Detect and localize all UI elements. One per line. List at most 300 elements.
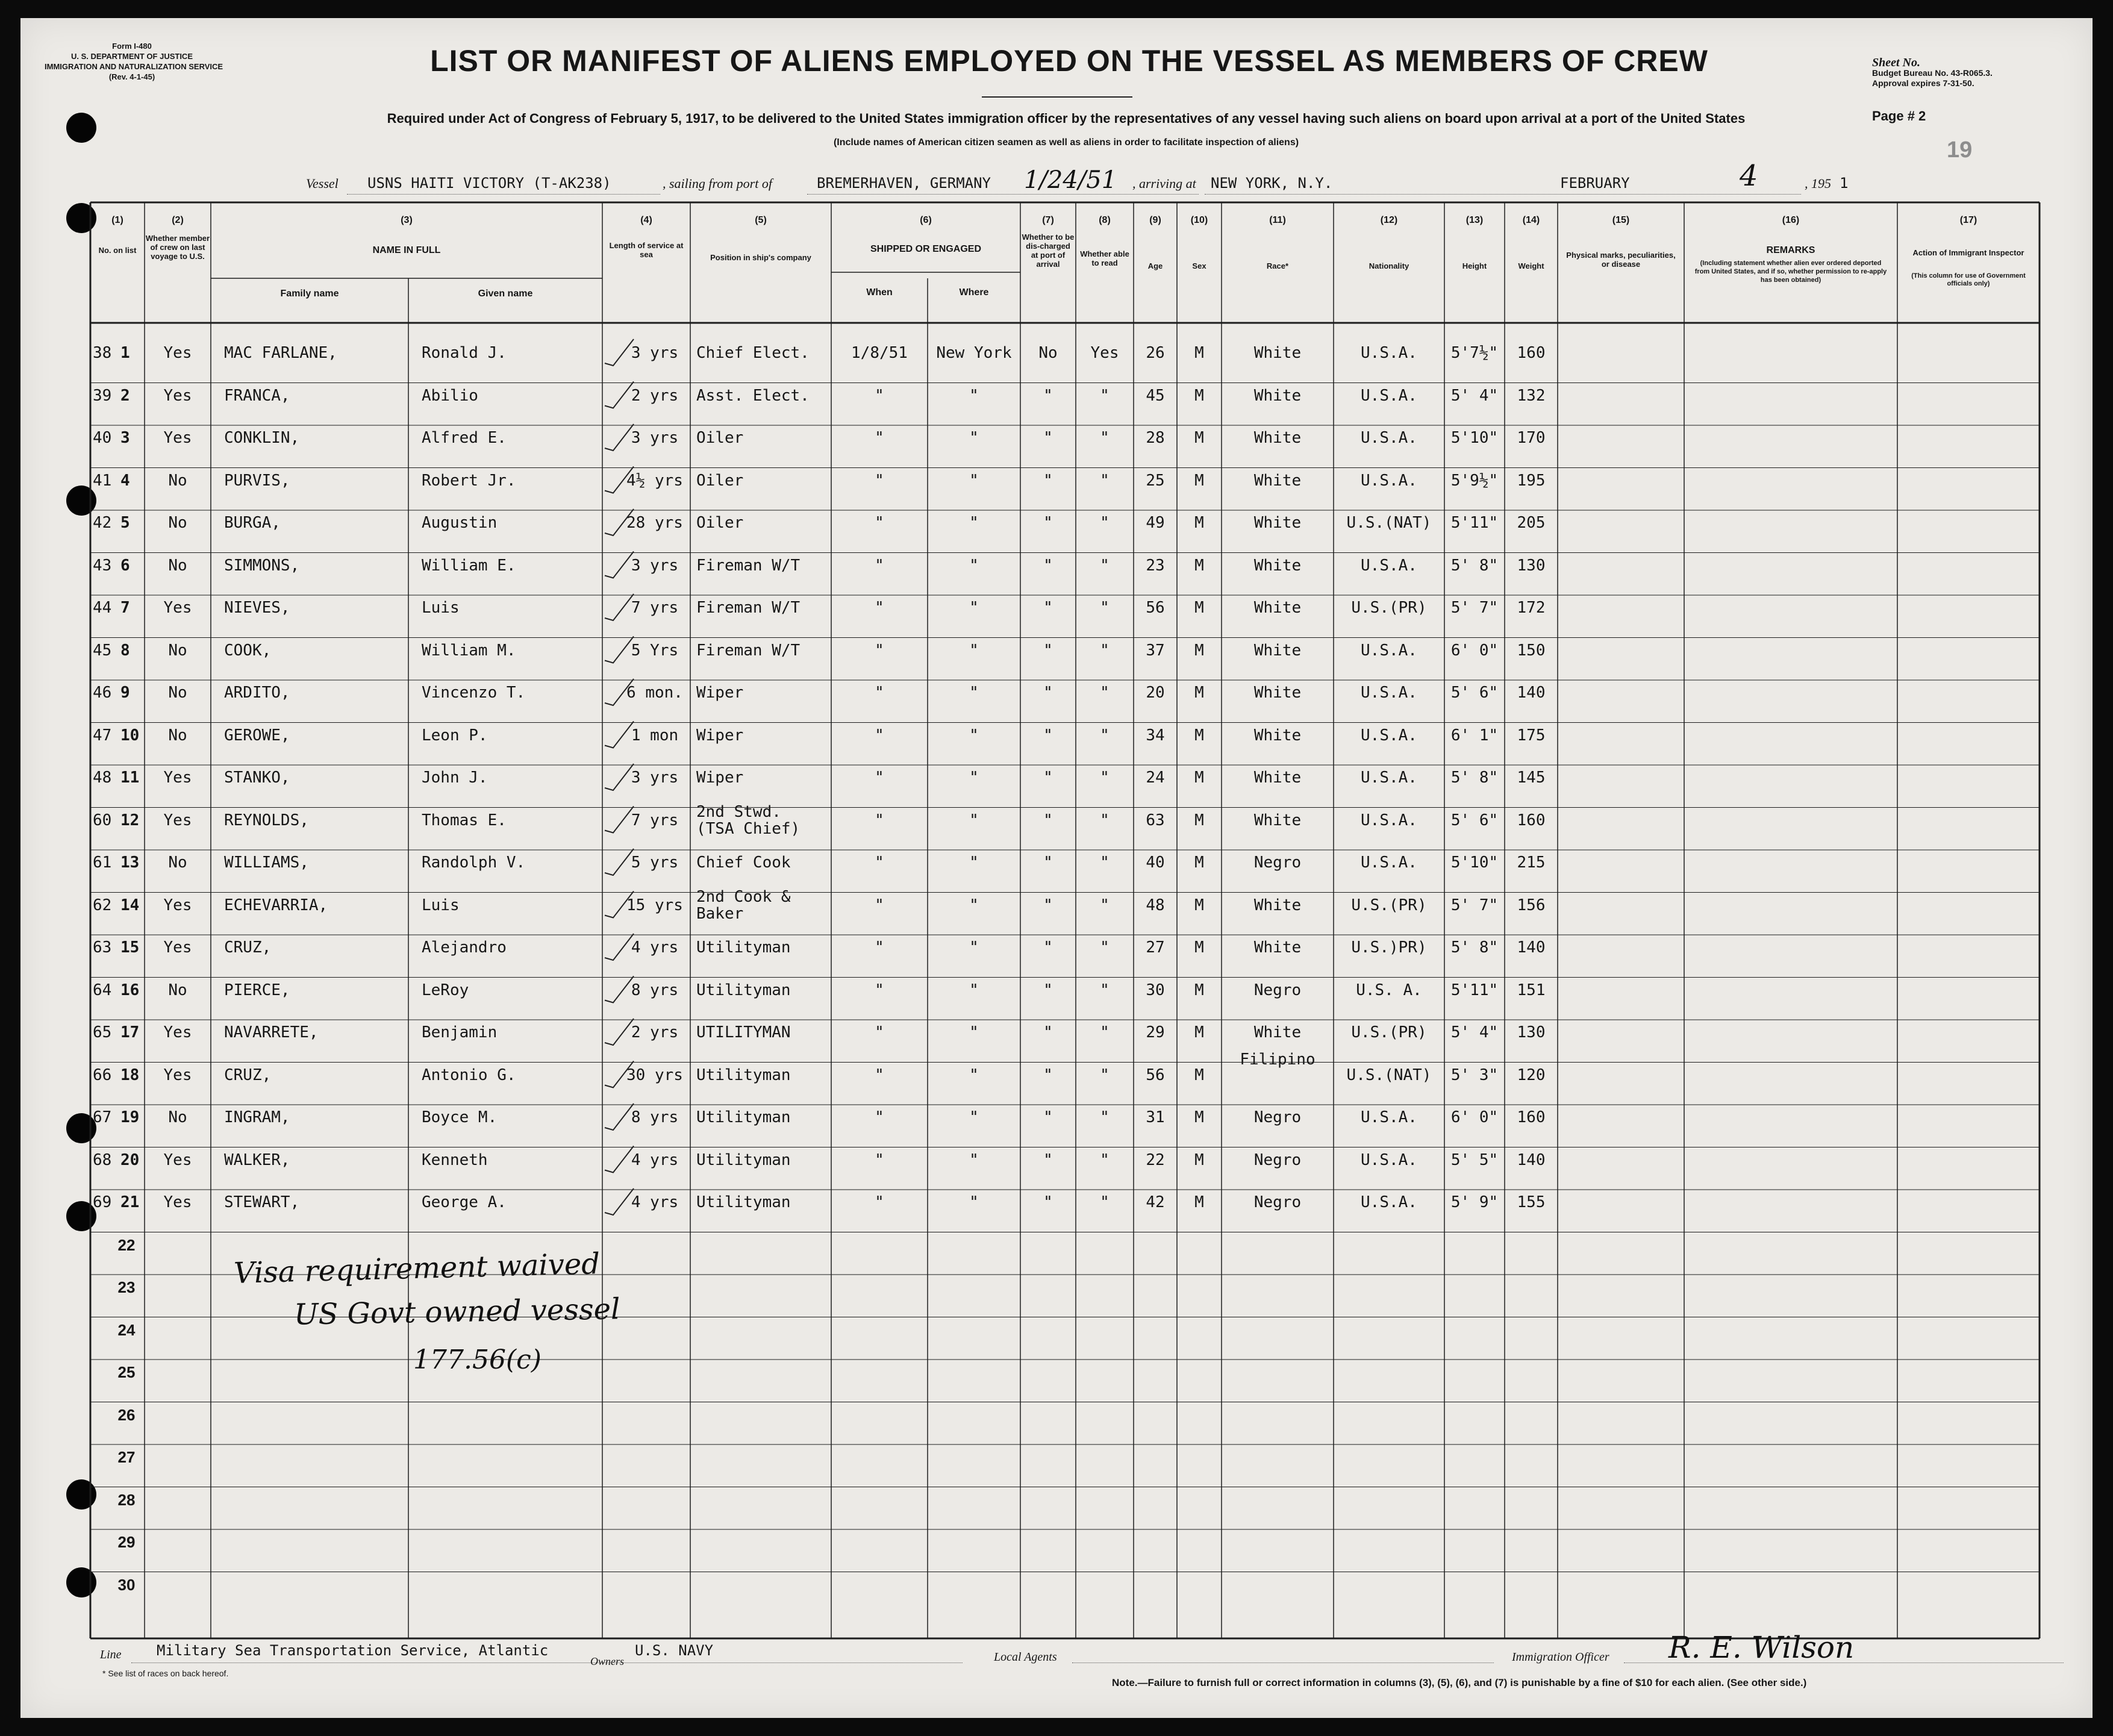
blank-line-number: 24 bbox=[117, 1320, 136, 1339]
able-to-read: " bbox=[1100, 981, 1110, 999]
nationality: U.S.A. bbox=[1361, 726, 1417, 745]
race: White bbox=[1253, 556, 1302, 575]
able-to-read: " bbox=[1100, 896, 1110, 914]
shipped-when: " bbox=[875, 556, 884, 575]
nationality: U.S.A. bbox=[1361, 811, 1417, 829]
list-number: 39 bbox=[93, 386, 112, 405]
year-suffix: 1 bbox=[1840, 175, 1849, 192]
discharged: No bbox=[1038, 344, 1058, 362]
shipped-when: " bbox=[875, 981, 884, 999]
shipped-where: " bbox=[969, 471, 979, 490]
height: 5' 4" bbox=[1450, 1023, 1499, 1041]
family-name: BURGA, bbox=[224, 514, 281, 532]
shipped-when: " bbox=[875, 1108, 884, 1126]
given-name: Boyce M. bbox=[422, 1108, 498, 1126]
note-text: —Failure to furnish full or correct information in columns (3), (5), (6), and (7) is punishable by a fine of $10 for each alien. (See other side.) bbox=[1137, 1677, 1807, 1688]
able-to-read: " bbox=[1100, 471, 1110, 490]
family-name: CRUZ, bbox=[224, 1066, 272, 1084]
last-voyage: Yes bbox=[163, 811, 192, 829]
weight: 120 bbox=[1517, 1066, 1546, 1084]
weight: 205 bbox=[1517, 514, 1546, 532]
age: 40 bbox=[1146, 854, 1165, 872]
col-header-name: NAME IN FULL bbox=[372, 245, 441, 255]
last-voyage: No bbox=[168, 556, 187, 575]
weight: 160 bbox=[1517, 811, 1546, 829]
given-name: William M. bbox=[422, 641, 516, 660]
family-name: STANKO, bbox=[224, 769, 290, 787]
shipped-where: " bbox=[969, 514, 979, 532]
height: 5'7½" bbox=[1450, 344, 1499, 362]
line-number: 14 bbox=[120, 896, 140, 914]
blank-line-number: 23 bbox=[117, 1278, 136, 1296]
line-number: 18 bbox=[120, 1066, 140, 1084]
nationality: U.S.A. bbox=[1361, 1151, 1417, 1169]
length-of-service: 15 yrs bbox=[626, 896, 683, 914]
col-num-8: (8) bbox=[1099, 215, 1111, 225]
shipped-when: " bbox=[875, 599, 884, 617]
age: 23 bbox=[1146, 556, 1165, 575]
weight: 175 bbox=[1517, 726, 1546, 745]
race: White bbox=[1253, 938, 1302, 957]
able-to-read: " bbox=[1100, 1193, 1110, 1211]
discharged: " bbox=[1043, 811, 1053, 829]
list-number: 69 bbox=[93, 1193, 112, 1211]
list-number: 63 bbox=[93, 938, 112, 957]
line-number: 17 bbox=[120, 1023, 140, 1041]
nationality: U.S.A. bbox=[1361, 344, 1417, 362]
nationality: U.S.(NAT) bbox=[1346, 514, 1432, 532]
col-header-nationality: Nationality bbox=[1369, 261, 1409, 270]
last-voyage: No bbox=[168, 471, 187, 490]
col-num-16: (16) bbox=[1782, 215, 1800, 225]
given-name: Vincenzo T. bbox=[422, 684, 526, 702]
position: Oiler bbox=[696, 429, 744, 447]
shipped-when: " bbox=[875, 684, 884, 702]
nationality: U.S.A. bbox=[1361, 386, 1417, 405]
length-of-service: 3 yrs bbox=[631, 556, 679, 575]
given-name: Leon P. bbox=[422, 726, 488, 745]
col-header-family: Family name bbox=[280, 289, 339, 299]
list-number: 41 bbox=[93, 471, 112, 490]
family-name: SIMMONS, bbox=[224, 556, 300, 575]
sex: M bbox=[1194, 429, 1204, 447]
given-name: Alejandro bbox=[422, 938, 507, 957]
height: 5' 8" bbox=[1450, 556, 1499, 575]
shipped-where: " bbox=[969, 1066, 979, 1084]
col-num-3: (3) bbox=[401, 215, 413, 225]
age: 20 bbox=[1146, 684, 1165, 702]
discharged: " bbox=[1043, 1151, 1053, 1169]
able-to-read: " bbox=[1100, 386, 1110, 405]
footer-line-value: Military Sea Transportation Service, Atlantic bbox=[157, 1642, 549, 1659]
family-name: COOK, bbox=[224, 641, 272, 660]
list-number: 46 bbox=[93, 684, 112, 702]
weight: 132 bbox=[1517, 386, 1546, 405]
last-voyage: No bbox=[168, 726, 187, 745]
shipped-when: " bbox=[875, 641, 884, 660]
sex: M bbox=[1194, 896, 1204, 914]
subtitle: Required under Act of Congress of February 5, 1917, to be delivered to the United States immigration officer by the representatives of any vessel having such aliens on board upon arrival at a port of the United States bbox=[387, 111, 1746, 126]
page-title: LIST OR MANIFEST OF ALIENS EMPLOYED ON THE VESSEL AS MEMBERS OF CREW bbox=[430, 44, 1708, 78]
subnote: (Include names of American citizen seamen as well as aliens in order to facilitate inspection of aliens) bbox=[833, 137, 1299, 148]
sex: M bbox=[1194, 684, 1204, 702]
family-name: WILLIAMS, bbox=[224, 854, 309, 872]
footer-officer-label: Immigration Officer bbox=[1512, 1650, 1609, 1664]
length-of-service: 3 yrs bbox=[631, 429, 679, 447]
height: 5'11" bbox=[1450, 514, 1499, 532]
given-name: John J. bbox=[422, 769, 488, 787]
race: Negro bbox=[1253, 981, 1302, 999]
height: 5' 6" bbox=[1450, 684, 1499, 702]
footer-owners-label: Owners bbox=[590, 1655, 625, 1667]
sailing-label: , sailing from port of bbox=[663, 176, 772, 191]
discharged: " bbox=[1043, 1108, 1053, 1126]
shipped-when: " bbox=[875, 726, 884, 745]
length-of-service: 2 yrs bbox=[631, 386, 679, 405]
line-number: 2 bbox=[120, 386, 130, 405]
col-header-age: Age bbox=[1147, 261, 1163, 270]
col-num-15: (15) bbox=[1612, 215, 1630, 225]
position: Fireman W/T bbox=[696, 641, 801, 660]
line-number: 13 bbox=[120, 854, 140, 872]
nationality: U.S.A. bbox=[1361, 684, 1417, 702]
age: 31 bbox=[1146, 1108, 1165, 1126]
department: U. S. DEPARTMENT OF JUSTICE bbox=[71, 52, 193, 61]
sex: M bbox=[1194, 938, 1204, 957]
discharged: " bbox=[1043, 726, 1053, 745]
weight: 160 bbox=[1517, 344, 1546, 362]
list-number: 42 bbox=[93, 514, 112, 532]
last-voyage: Yes bbox=[163, 1193, 192, 1211]
shipped-where: " bbox=[969, 854, 979, 872]
length-of-service: 6 mon. bbox=[626, 684, 683, 702]
race: White bbox=[1253, 344, 1302, 362]
shipped-where: " bbox=[969, 684, 979, 702]
last-voyage: No bbox=[168, 854, 187, 872]
race: Negro bbox=[1253, 854, 1302, 872]
col-header-remarks-note: (Including statement whether alien ever ordered deported from United States, and if so, whether permission to re-apply has been obtained) bbox=[1694, 260, 1887, 284]
race: White bbox=[1253, 386, 1302, 405]
able-to-read: " bbox=[1100, 854, 1110, 872]
nationality: U.S.A. bbox=[1361, 1108, 1417, 1126]
age: 29 bbox=[1146, 1023, 1165, 1041]
line-number: 12 bbox=[120, 811, 140, 829]
given-name: Ronald J. bbox=[422, 344, 507, 362]
family-name: CONKLIN, bbox=[224, 429, 300, 447]
line-number: 16 bbox=[120, 981, 140, 999]
given-name: Benjamin bbox=[422, 1023, 498, 1041]
race: White bbox=[1253, 641, 1302, 660]
col-header-sex: Sex bbox=[1192, 261, 1206, 270]
last-voyage: Yes bbox=[163, 599, 192, 617]
age: 45 bbox=[1146, 386, 1165, 405]
col-num-11: (11) bbox=[1269, 215, 1286, 225]
discharged: " bbox=[1043, 684, 1053, 702]
race: White bbox=[1253, 1023, 1302, 1041]
departure-port: BREMERHAVEN, GERMANY bbox=[817, 175, 991, 192]
position: Asst. Elect. bbox=[696, 386, 810, 405]
given-name: Robert Jr. bbox=[422, 471, 516, 490]
col-num-14: (14) bbox=[1522, 215, 1540, 225]
last-voyage: Yes bbox=[163, 769, 192, 787]
race: White bbox=[1253, 769, 1302, 787]
age: 26 bbox=[1146, 344, 1165, 362]
nationality: U.S.(PR) bbox=[1351, 599, 1427, 617]
length-of-service: 8 yrs bbox=[631, 981, 679, 999]
age: 28 bbox=[1146, 429, 1165, 447]
discharged: " bbox=[1043, 1193, 1053, 1211]
family-name: PURVIS, bbox=[224, 471, 290, 490]
family-name: NIEVES, bbox=[224, 599, 290, 617]
shipped-where: " bbox=[969, 429, 979, 447]
line-number: 1 bbox=[120, 344, 130, 362]
able-to-read: " bbox=[1100, 599, 1110, 617]
arrival-month: FEBRUARY bbox=[1560, 175, 1630, 192]
col-header-read: Whether able to read bbox=[1080, 249, 1129, 267]
sex: M bbox=[1194, 556, 1204, 575]
col-header-position: Position in ship's company bbox=[710, 253, 811, 262]
shipped-when: " bbox=[875, 1151, 884, 1169]
able-to-read: " bbox=[1100, 1108, 1110, 1126]
given-name: Kenneth bbox=[422, 1151, 488, 1169]
stamp-number: 19 bbox=[1947, 137, 1973, 163]
family-name: NAVARRETE, bbox=[224, 1023, 319, 1041]
height: 5' 7" bbox=[1450, 896, 1499, 914]
col-header-when: When bbox=[866, 287, 893, 298]
position: Utilityman bbox=[696, 981, 791, 999]
age: 48 bbox=[1146, 896, 1165, 914]
last-voyage: No bbox=[168, 981, 187, 999]
length-of-service: 28 yrs bbox=[626, 514, 683, 532]
position: Wiper bbox=[696, 769, 744, 787]
height: 5' 4" bbox=[1450, 386, 1499, 405]
position: Utilityman bbox=[696, 1066, 791, 1084]
given-name: Randolph V. bbox=[422, 854, 526, 872]
col-header-inspector: Action of Immigrant Inspector bbox=[1912, 248, 2024, 257]
line-number: 10 bbox=[120, 726, 140, 745]
able-to-read: " bbox=[1100, 1023, 1110, 1041]
height: 6' 0" bbox=[1450, 1108, 1499, 1126]
weight: 130 bbox=[1517, 1023, 1546, 1041]
shipped-when: " bbox=[875, 938, 884, 957]
footer-line-label: Line bbox=[100, 1648, 122, 1661]
sheet-label: Sheet No. bbox=[1872, 56, 1920, 69]
list-number: 45 bbox=[93, 641, 112, 660]
position: Utilityman bbox=[696, 938, 791, 957]
length-of-service: 4 yrs bbox=[631, 938, 679, 957]
shipped-where: " bbox=[969, 641, 979, 660]
length-of-service: 7 yrs bbox=[631, 811, 679, 829]
list-number: 66 bbox=[93, 1066, 112, 1084]
race: Negro bbox=[1253, 1108, 1302, 1126]
length-of-service: 5 Yrs bbox=[631, 641, 679, 660]
line-number: 7 bbox=[120, 599, 130, 617]
family-name: GEROWE, bbox=[224, 726, 290, 745]
discharged: " bbox=[1043, 769, 1053, 787]
sailing-date: 1/24/51 bbox=[1024, 166, 1117, 194]
family-name: ARDITO, bbox=[224, 684, 290, 702]
sex: M bbox=[1194, 1066, 1204, 1084]
col-num-6: (6) bbox=[920, 215, 932, 225]
race: White bbox=[1253, 514, 1302, 532]
blank-line-number: 25 bbox=[117, 1363, 136, 1381]
family-name: ECHEVARRIA, bbox=[224, 896, 328, 914]
nationality: U.S.A. bbox=[1361, 429, 1417, 447]
height: 6' 1" bbox=[1450, 726, 1499, 745]
given-name: Antonio G. bbox=[422, 1066, 516, 1084]
col-header-remarks: REMARKS bbox=[1766, 245, 1815, 255]
height: 5' 5" bbox=[1450, 1151, 1499, 1169]
height: 5' 7" bbox=[1450, 599, 1499, 617]
shipped-where: " bbox=[969, 1108, 979, 1126]
discharged: " bbox=[1043, 641, 1053, 660]
budget-bureau: Budget Bureau No. 43-R065.3. bbox=[1872, 68, 1993, 78]
discharged: " bbox=[1043, 556, 1053, 575]
able-to-read: " bbox=[1100, 641, 1110, 660]
position-line-2: Baker bbox=[696, 904, 744, 923]
sex: M bbox=[1194, 854, 1204, 872]
age: 24 bbox=[1146, 769, 1165, 787]
given-name: LeRoy bbox=[422, 981, 469, 999]
shipped-when: " bbox=[875, 471, 884, 490]
line-number: 21 bbox=[120, 1193, 140, 1211]
shipped-where: " bbox=[969, 1023, 979, 1041]
family-name: CRUZ, bbox=[224, 938, 272, 957]
able-to-read: Yes bbox=[1090, 344, 1119, 362]
able-to-read: " bbox=[1100, 429, 1110, 447]
position: 2nd Stwd. bbox=[696, 802, 781, 821]
col-num-2: (2) bbox=[172, 215, 184, 225]
last-voyage: No bbox=[168, 684, 187, 702]
position: Utilityman bbox=[696, 1151, 791, 1169]
nationality: U.S.(NAT) bbox=[1346, 1066, 1432, 1084]
position: Utilityman bbox=[696, 1108, 791, 1126]
discharged: " bbox=[1043, 1066, 1053, 1084]
height: 5' 9" bbox=[1450, 1193, 1499, 1211]
family-name: INGRAM, bbox=[224, 1108, 290, 1126]
given-name: Alfred E. bbox=[422, 429, 507, 447]
family-name: STEWART, bbox=[224, 1193, 300, 1211]
vessel-name: USNS HAITI VICTORY (T-AK238) bbox=[367, 175, 611, 192]
position: Fireman W/T bbox=[696, 599, 801, 617]
weight: 140 bbox=[1517, 1151, 1546, 1169]
height: 5' 8" bbox=[1450, 769, 1499, 787]
race: Negro bbox=[1253, 1151, 1302, 1169]
age: 27 bbox=[1146, 938, 1165, 957]
shipped-when: 1/8/51 bbox=[851, 344, 908, 362]
last-voyage: Yes bbox=[163, 429, 192, 447]
col-num-10: (10) bbox=[1190, 215, 1208, 225]
weight: 160 bbox=[1517, 1108, 1546, 1126]
able-to-read: " bbox=[1100, 1066, 1110, 1084]
age: 56 bbox=[1146, 599, 1165, 617]
sex: M bbox=[1194, 599, 1204, 617]
col-num-5: (5) bbox=[755, 215, 767, 225]
blank-line-number: 22 bbox=[117, 1235, 136, 1254]
age: 34 bbox=[1146, 726, 1165, 745]
age: 30 bbox=[1146, 981, 1165, 999]
family-name: MAC FARLANE, bbox=[224, 344, 337, 362]
weight: 140 bbox=[1517, 684, 1546, 702]
blank-line-number: 29 bbox=[117, 1533, 136, 1551]
shipped-when: " bbox=[875, 854, 884, 872]
list-number: 61 bbox=[93, 854, 112, 872]
arriving-label: , arriving at bbox=[1132, 176, 1196, 191]
discharged: " bbox=[1043, 514, 1053, 532]
position: Chief Cook bbox=[696, 854, 791, 872]
line-number: 11 bbox=[120, 769, 140, 787]
position-line-2: (TSA Chief) bbox=[696, 819, 801, 838]
blank-line-number: 28 bbox=[117, 1490, 136, 1509]
shipped-where: " bbox=[969, 1151, 979, 1169]
race: White bbox=[1253, 471, 1302, 490]
length-of-service: 1 mon bbox=[631, 726, 679, 745]
able-to-read: " bbox=[1100, 726, 1110, 745]
list-number: 68 bbox=[93, 1151, 112, 1169]
list-number: 48 bbox=[93, 769, 112, 787]
race: White bbox=[1253, 599, 1302, 617]
discharged: " bbox=[1043, 854, 1053, 872]
blank-line-number: 27 bbox=[117, 1448, 136, 1466]
weight: 150 bbox=[1517, 641, 1546, 660]
last-voyage: Yes bbox=[163, 1066, 192, 1084]
height: 5'10" bbox=[1450, 429, 1499, 447]
blank-line-number: 30 bbox=[117, 1575, 136, 1594]
length-of-service: 4 yrs bbox=[631, 1151, 679, 1169]
col-header-height: Height bbox=[1462, 261, 1487, 270]
handwritten-vessel-note: US Govt owned vessel bbox=[293, 1292, 620, 1332]
given-name: Luis bbox=[422, 896, 460, 914]
shipped-where: " bbox=[969, 896, 979, 914]
discharged: " bbox=[1043, 1023, 1053, 1041]
shipped-where: " bbox=[969, 599, 979, 617]
race: White bbox=[1253, 429, 1302, 447]
nationality: U.S.A. bbox=[1361, 769, 1417, 787]
weight: 170 bbox=[1517, 429, 1546, 447]
shipped-where: " bbox=[969, 556, 979, 575]
sex: M bbox=[1194, 1108, 1204, 1126]
last-voyage: Yes bbox=[163, 896, 192, 914]
given-name: Luis bbox=[422, 599, 460, 617]
shipped-when: " bbox=[875, 429, 884, 447]
shipped-where: " bbox=[969, 726, 979, 745]
length-of-service: 8 yrs bbox=[631, 1108, 679, 1126]
line-number: 3 bbox=[120, 429, 130, 447]
weight: 215 bbox=[1517, 854, 1546, 872]
list-number: 60 bbox=[93, 811, 112, 829]
handwritten-regulation: 177.56(c) bbox=[413, 1344, 542, 1375]
blank-line-number: 26 bbox=[117, 1405, 136, 1424]
given-name: George A. bbox=[422, 1193, 507, 1211]
col-num-13: (13) bbox=[1465, 215, 1484, 225]
line-number: 5 bbox=[120, 514, 130, 532]
footer-owners-value: U.S. NAVY bbox=[635, 1642, 714, 1659]
sex: M bbox=[1194, 1151, 1204, 1169]
height: 5'10" bbox=[1450, 854, 1499, 872]
col-header-race: Race* bbox=[1266, 261, 1289, 270]
height: 5' 6" bbox=[1450, 811, 1499, 829]
length-of-service: 7 yrs bbox=[631, 599, 679, 617]
nationality: U.S.A. bbox=[1361, 641, 1417, 660]
length-of-service: 3 yrs bbox=[631, 769, 679, 787]
sex: M bbox=[1194, 769, 1204, 787]
sex: M bbox=[1194, 981, 1204, 999]
handwritten-visa-note: Visa requirement waived bbox=[233, 1247, 601, 1290]
nationality: U.S.)PR) bbox=[1351, 938, 1427, 957]
line-number: 8 bbox=[120, 641, 130, 660]
length-of-service: 4 yrs bbox=[631, 1193, 679, 1211]
service-name: IMMIGRATION AND NATURALIZATION SERVICE bbox=[45, 62, 223, 71]
